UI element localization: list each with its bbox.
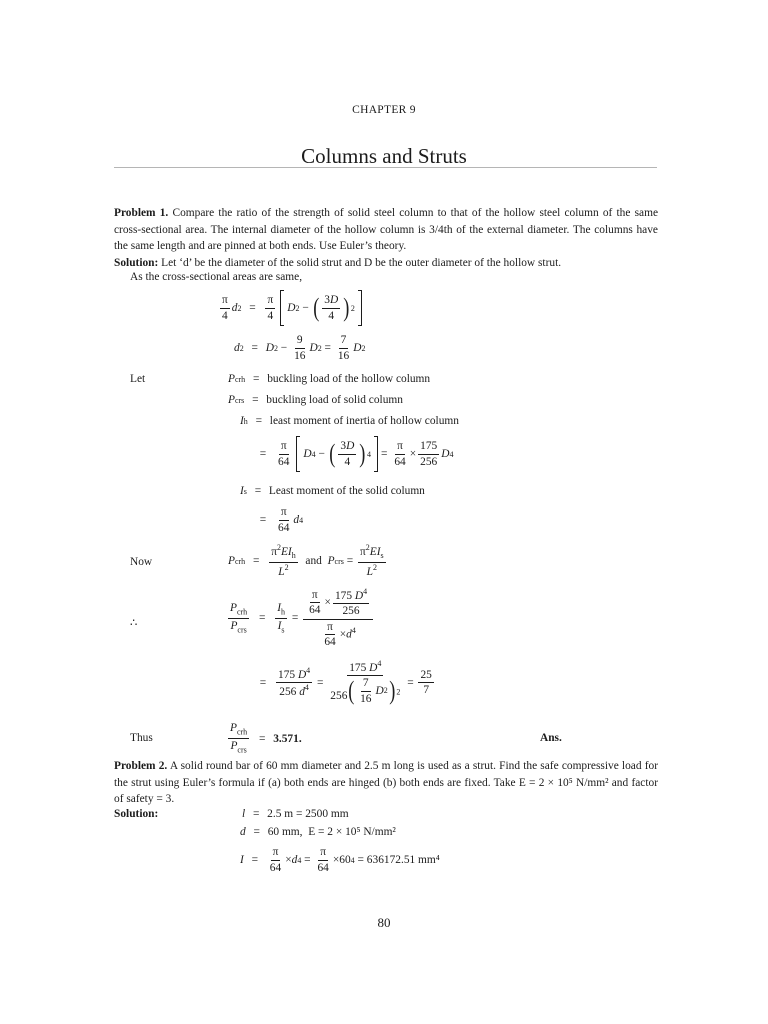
equation-length: l = 2.5 m = 2500 mm: [242, 808, 349, 820]
now-label: Now: [130, 556, 153, 568]
definition-pcrs: P crs = buckling load of solid column: [228, 394, 403, 406]
chapter-title: Columns and Struts: [301, 144, 467, 168]
definition-ih: I h = least moment of inertia of hollow column: [240, 415, 459, 427]
problem-2-statement: [114, 758, 658, 808]
problem-1-solution: [114, 255, 658, 272]
solution-text: Let ‘d’ be the diameter of the solid strut and D be the outer diameter of the hollow strut.: [161, 257, 562, 269]
equation-result: $\frac{P_{crh}}{P_{crs}}$ = 3.571.: [230, 722, 302, 755]
problem-1-text: Compare the ratio of the strength of solid steel column to that of the hollow steel column of the same cross-sectional area. The internal diameter of the hollow column is 3/4th of the external diameter. The columns have the same length and are pinned at both ends. Use Euler’s theory.: [114, 207, 659, 252]
therefore-symbol: ∴: [130, 617, 138, 629]
problem-2-label: Problem 2.: [114, 760, 168, 772]
problem-1-label: Problem 1.: [114, 207, 169, 219]
equation-area: $\frac{\pi}{4}$ d 2 = $\frac{\pi}{4}$ D 2 − ( $\frac{3D}{4}$ ) 2: [218, 290, 365, 326]
title-rule: [114, 167, 657, 168]
chapter-label: CHAPTER 9: [352, 104, 416, 116]
definition-is: I s = Least moment of the solid column: [240, 485, 425, 497]
result-value: 3.571.: [273, 732, 302, 745]
thus-label: Thus: [130, 732, 153, 744]
equation-ratio: $\frac{P_{crh}}{P_{crs}}$ = $\frac{I_h}{I_s}$ = $\frac{\pi}{64}$ × $\frac{175 D^4}{256}$ $\frac{\pi}{64}$ $\times d^4$: [226, 588, 375, 649]
page-number: 80: [377, 915, 391, 930]
equation-moment-inertia: I = $\frac{\pi}{64}$ × d 4 = $\frac{\pi}{64}$ ×60 4 = 636172.51 mm⁴: [240, 846, 440, 874]
answer-label: Ans.: [540, 732, 562, 744]
let-label: Let: [130, 373, 146, 385]
definition-pcrh: P crh = buckling load of the hollow column: [228, 373, 431, 385]
equation-d-squared: d 2 = D 2 − $\frac{9}{16}$ D 2 = $\frac{7}{16}$ D 2: [234, 334, 366, 362]
problem-2-text: A solid round bar of 60 mm diameter and 2.5 m long is used as a strut. Find the safe compressive load for the strut using Euler’s formula if (a) both ends are hinged (b) both ends are fixed. Take E = 2 × 10⁵ N/mm² and factor of safety = 3.: [114, 760, 659, 805]
areas-text: As the cross-sectional areas are same,: [130, 271, 303, 283]
equation-diameter: d = 60 mm, E = 2 × 10⁵ N/mm²: [240, 826, 396, 838]
equation-is-value: = $\frac{\pi}{64}$ d 4: [259, 506, 304, 534]
equation-ih-value: = $\frac{\pi}{64}$ D 4 − ( $\frac{3D}{4}$ ) 4 = $\frac{\pi}{64}$ × $\frac{175}{256}$ D 4: [252, 436, 453, 472]
equation-euler-loads: P crh = $\frac{\pi^2EI_h}{L^2}$ and P crs = $\frac{\pi^2EI_s}{L^2}$: [228, 543, 384, 578]
solution-label: Solution:: [114, 257, 159, 269]
problem-1-statement: [114, 205, 658, 255]
problem-2-solution-label: Solution:: [114, 808, 159, 820]
equation-ratio-simplified: = $\frac{175 D^4}{256 d^4}$ = 175 $D^4$ 256 ( $\frac{7}{16}$ D 2 ) $^2$ = $\frac{25}{7}$: [259, 659, 432, 706]
